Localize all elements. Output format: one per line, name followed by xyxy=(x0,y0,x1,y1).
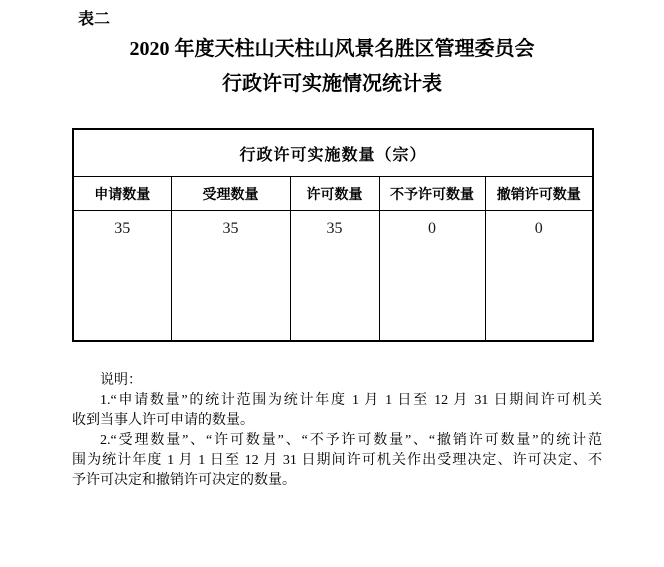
note-heading: 说明： xyxy=(100,373,142,388)
note-2-line-2: 围为统计年度 1 月 1 日至 12 月 31 日期间许可机关作出受理决定、许可决定、不 xyxy=(72,453,602,468)
table-merged-header: 行政许可实施数量（宗） xyxy=(73,129,593,177)
table-column-header-row xyxy=(73,177,593,211)
notes-section xyxy=(72,371,602,491)
permit-stats-table xyxy=(72,128,594,342)
table-value-row xyxy=(73,211,593,342)
note-2-line-1: 2.“受理数量”、“许可数量”、“不予许可数量”、“撤销许可数量”的统计范 xyxy=(100,433,602,448)
column-header-accepted: 受理数量 xyxy=(171,177,290,211)
document-title-line2: 行政许可实施情况统计表 xyxy=(222,73,442,95)
note-1-line-2: 收到当事人许可申请的数量。 xyxy=(72,413,254,428)
note-2-line-3: 予许可决定和撤销许可决定的数量。 xyxy=(72,473,296,488)
value-denied: 0 xyxy=(379,211,485,342)
table-number-label: 表二 xyxy=(78,11,111,28)
value-accepted: 35 xyxy=(171,211,290,342)
column-header-revoked: 撤销许可数量 xyxy=(485,177,593,211)
column-header-denied: 不予许可数量 xyxy=(379,177,485,211)
column-header-permitted: 许可数量 xyxy=(290,177,379,211)
column-header-applications: 申请数量 xyxy=(73,177,171,211)
document-title-line1: 2020 年度天柱山天柱山风景名胜区管理委员会 xyxy=(129,38,535,60)
note-1-line-1: 1.“申请数量”的统计范围为统计年度 1 月 1 日至 12 月 31 日期间许可机关 xyxy=(100,393,602,408)
table-merged-header-row xyxy=(73,129,593,177)
value-revoked: 0 xyxy=(485,211,593,342)
value-permitted: 35 xyxy=(290,211,379,342)
value-applications: 35 xyxy=(73,211,171,342)
